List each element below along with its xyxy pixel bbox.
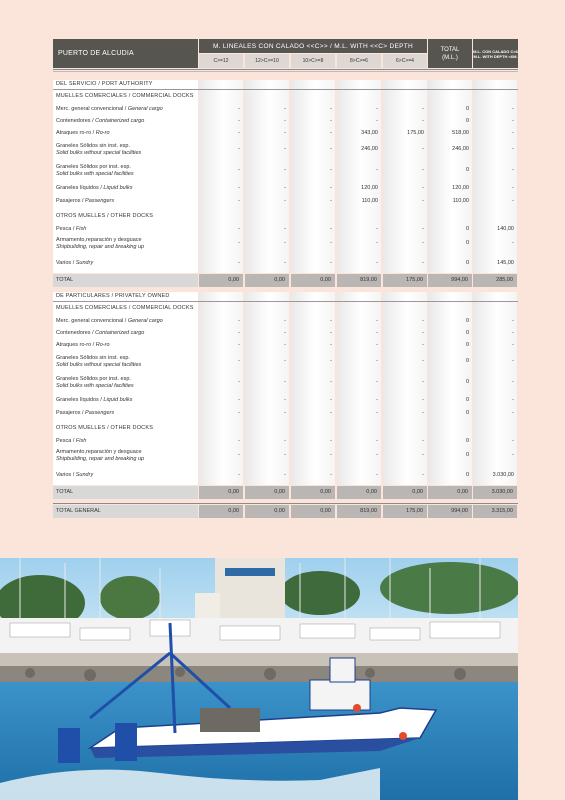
- section-port-authority: [53, 80, 518, 287]
- table-cell: 0: [465, 472, 469, 478]
- row-label: [56, 410, 196, 417]
- table-cell: -: [330, 167, 332, 173]
- total-label: TOTAL: [53, 486, 198, 499]
- table-cell: -: [376, 226, 378, 232]
- row-label-es: Pesca /: [56, 438, 76, 444]
- table-cell: -: [330, 106, 332, 112]
- grand-total-value: 3.315,00: [473, 505, 517, 518]
- table-cell: 0: [465, 226, 469, 232]
- table-cell: 0: [465, 342, 469, 348]
- table-cell: -: [512, 358, 514, 364]
- row-label-en: Liquid bulks: [103, 185, 133, 191]
- row-label-es: Pesca /: [56, 226, 76, 232]
- fishing-boat-image: [0, 558, 518, 800]
- table-cell: 0: [465, 167, 469, 173]
- table-cell: -: [238, 106, 240, 112]
- table-cell: 0: [465, 438, 469, 444]
- row-label-es: Merc. general convencional /: [56, 318, 128, 324]
- table-cell: -: [512, 410, 514, 416]
- row-label: [56, 438, 196, 445]
- grand-total-value: 0,00: [291, 505, 335, 518]
- total-value: 0,00: [383, 486, 427, 499]
- table-cell: -: [284, 198, 286, 204]
- table-cell: -: [330, 146, 332, 152]
- row-label-en: Sundry: [75, 472, 94, 478]
- row-label: [56, 342, 196, 349]
- row-label-en: General cargo: [127, 106, 163, 112]
- row-label: [56, 143, 196, 157]
- table-cell: -: [376, 358, 378, 364]
- row-label-es: Pasajeros /: [56, 410, 86, 416]
- total-value: 285,00: [473, 274, 517, 287]
- table-cell: -: [284, 167, 286, 173]
- table-cell: -: [284, 452, 286, 458]
- table-cell: 0: [465, 318, 469, 324]
- table-cell: -: [330, 226, 332, 232]
- table-cell: -: [284, 397, 286, 403]
- row-label-es: Graneles Sólidos sin inst. esp.: [56, 355, 130, 361]
- table-cell: -: [376, 342, 378, 348]
- row-label-es: Varios /: [56, 260, 76, 266]
- table-cell: -: [422, 330, 424, 336]
- section-privately-owned: [53, 292, 518, 499]
- table-cell: 0: [465, 397, 469, 403]
- table-cell: 120,00: [361, 185, 378, 191]
- row-label-en: Shipbuilding, repair and breaking up: [56, 456, 145, 462]
- table-cell: -: [512, 342, 514, 348]
- divider: [53, 503, 518, 504]
- table-cell: -: [238, 167, 240, 173]
- table-cell: 175,00: [407, 130, 424, 136]
- table-cell: -: [512, 318, 514, 324]
- row-label-es: Graneles Sólidos por inst. esp.: [56, 376, 131, 382]
- table-cell: -: [238, 410, 240, 416]
- table-cell: -: [284, 130, 286, 136]
- table-cell: -: [422, 452, 424, 458]
- row-label-es: Contenedores /: [56, 118, 96, 124]
- table-cell: -: [238, 318, 240, 324]
- table-cell: -: [330, 240, 332, 246]
- port-docks-table: [53, 39, 518, 514]
- total-value: 0,00: [245, 274, 289, 287]
- row-label-en: Ro-ro: [95, 130, 110, 136]
- row-label: [56, 397, 196, 404]
- total-value: 3.030,00: [473, 486, 517, 499]
- row-label-en: Fish: [75, 438, 87, 444]
- table-cell: -: [284, 358, 286, 364]
- total-value: 175,00: [383, 274, 427, 287]
- table-cell: -: [238, 452, 240, 458]
- section-title: DEL SERVICIO / PORT AUTHORITY: [56, 81, 153, 87]
- table-cell: -: [422, 397, 424, 403]
- total-label: TOTAL: [53, 274, 198, 287]
- table-cell: -: [284, 342, 286, 348]
- section-title: DE PARTICULARES / PRIVATELY OWNED: [56, 293, 170, 299]
- table-cell: -: [512, 118, 514, 124]
- table-cell: -: [512, 130, 514, 136]
- table-cell: -: [330, 330, 332, 336]
- table-cell: -: [238, 226, 240, 232]
- table-cell: -: [376, 106, 378, 112]
- group-heading: MUELLES COMERCIALES / COMMERCIAL DOCKS: [56, 305, 194, 311]
- table-cell: -: [376, 452, 378, 458]
- total-value: 0,00: [291, 486, 335, 499]
- table-cell: -: [376, 472, 378, 478]
- divider: [53, 301, 518, 302]
- table-cell: -: [238, 260, 240, 266]
- total-row: [53, 274, 518, 287]
- table-cell: -: [512, 198, 514, 204]
- table-cell: -: [330, 410, 332, 416]
- table-cell: -: [284, 472, 286, 478]
- row-label: [56, 130, 196, 137]
- table-cell: -: [422, 185, 424, 191]
- row-label-en: Solid bulks with special facilities: [56, 171, 134, 177]
- table-cell: -: [512, 397, 514, 403]
- row-label-es: Contenedores /: [56, 330, 96, 336]
- row-label-en: Solid bulks without special facilities: [56, 150, 142, 156]
- table-cell: 0: [465, 118, 469, 124]
- row-label-es: Pasajeros /: [56, 198, 86, 204]
- table-cell: -: [238, 342, 240, 348]
- table-cell: -: [376, 118, 378, 124]
- row-label-es: Graneles Sólidos sin inst. esp.: [56, 143, 130, 149]
- table-cell: -: [284, 379, 286, 385]
- table-cell: -: [512, 330, 514, 336]
- table-cell: -: [422, 379, 424, 385]
- table-cell: 120,00: [452, 185, 469, 191]
- table-cell: -: [238, 185, 240, 191]
- table-cell: -: [284, 240, 286, 246]
- table-cell: -: [238, 118, 240, 124]
- table-cell: -: [422, 240, 424, 246]
- table-cell: -: [284, 106, 286, 112]
- table-cell: -: [376, 167, 378, 173]
- table-cell: -: [512, 379, 514, 385]
- group-heading: OTROS MUELLES / OTHER DOCKS: [56, 425, 154, 431]
- table-cell: 246,00: [452, 146, 469, 152]
- table-cell: -: [238, 438, 240, 444]
- header-port: PUERTO DE ALCUDIA: [53, 39, 198, 68]
- table-cell: -: [330, 118, 332, 124]
- row-label-es: Atraques ro-ro /: [56, 342, 96, 348]
- table-cell: 0: [465, 358, 469, 364]
- table-cell: -: [376, 397, 378, 403]
- table-cell: -: [238, 146, 240, 152]
- table-cell: -: [284, 410, 286, 416]
- table-cell: -: [422, 198, 424, 204]
- table-cell: -: [512, 452, 514, 458]
- row-label-es: Varios /: [56, 472, 76, 478]
- row-label-es: Armamento,reparación y desguace: [56, 449, 142, 455]
- row-label: [56, 164, 196, 178]
- table-cell: -: [512, 146, 514, 152]
- table-cell: -: [284, 260, 286, 266]
- table-cell: -: [330, 318, 332, 324]
- table-cell: -: [376, 330, 378, 336]
- row-label-es: Graneles líquidos /: [56, 397, 104, 403]
- header-linear-meters: M. LINEALES CON CALADO <<C>> / M.L. WITH <<C> DEPTH: [199, 39, 427, 53]
- row-label-en: Passengers: [85, 198, 115, 204]
- total-value: 0,00: [291, 274, 335, 287]
- header-total-label: TOTAL: [440, 46, 460, 53]
- table-cell: -: [376, 318, 378, 324]
- total-value: 0,00: [199, 274, 243, 287]
- header-depth-col: C>=12: [199, 54, 243, 68]
- total-value: 0,00: [199, 486, 243, 499]
- total-value: 0,00: [245, 486, 289, 499]
- table-cell: -: [512, 167, 514, 173]
- table-cell: -: [422, 146, 424, 152]
- table-cell: -: [422, 472, 424, 478]
- row-label: [56, 449, 196, 463]
- table-cell: -: [422, 342, 424, 348]
- header-depth-col: 12>C>=10: [245, 54, 289, 68]
- table-cell: -: [330, 260, 332, 266]
- table-cell: -: [284, 318, 286, 324]
- table-cell: -: [376, 240, 378, 246]
- row-label-es: Graneles líquidos /: [56, 185, 104, 191]
- table-cell: -: [238, 397, 240, 403]
- table-cell: -: [422, 318, 424, 324]
- row-label-en: Solid bulks with special facilities: [56, 383, 134, 389]
- table-cell: -: [238, 358, 240, 364]
- grand-total-value: 819,00: [337, 505, 381, 518]
- table-cell: -: [284, 438, 286, 444]
- grand-total-value: 994,00: [428, 505, 472, 518]
- table-cell: -: [422, 438, 424, 444]
- row-label-es: Graneles Sólidos por inst. esp.: [56, 164, 131, 170]
- total-value: 994,00: [428, 274, 472, 287]
- grand-total-value: 175,00: [383, 505, 427, 518]
- table-cell: -: [238, 472, 240, 478]
- row-label: [56, 472, 196, 479]
- table-cell: -: [422, 358, 424, 364]
- row-label: [56, 198, 196, 205]
- table-cell: -: [284, 226, 286, 232]
- table-cell: -: [512, 106, 514, 112]
- table-cell: 3.030,00: [492, 472, 514, 478]
- table-cell: -: [284, 330, 286, 336]
- table-cell: -: [422, 410, 424, 416]
- table-cell: -: [330, 358, 332, 364]
- row-label-en: Containerized cargo: [95, 330, 145, 336]
- table-cell: 110,00: [452, 198, 469, 204]
- table-cell: 0: [465, 452, 469, 458]
- table-cell: -: [422, 106, 424, 112]
- grand-total-row: [53, 505, 518, 518]
- table-cell: -: [376, 438, 378, 444]
- grand-total-value: 0,00: [199, 505, 243, 518]
- table-cell: -: [376, 410, 378, 416]
- header-depth-col: 8>C>=6: [337, 54, 381, 68]
- row-label: [56, 330, 196, 337]
- table-cell: 343,00: [361, 130, 378, 136]
- table-cell: -: [330, 452, 332, 458]
- row-label: [56, 237, 196, 251]
- row-label: [56, 118, 196, 125]
- table-cell: -: [512, 438, 514, 444]
- table-cell: -: [512, 240, 514, 246]
- divider: [53, 69, 518, 70]
- table-cell: 0: [465, 106, 469, 112]
- table-cell: -: [422, 118, 424, 124]
- row-label-en: General cargo: [127, 318, 163, 324]
- group-heading: OTROS MUELLES / OTHER DOCKS: [56, 213, 154, 219]
- table-cell: 140,00: [497, 226, 514, 232]
- row-label-en: Containerized cargo: [95, 118, 145, 124]
- table-cell: -: [238, 379, 240, 385]
- table-cell: -: [284, 118, 286, 124]
- table-cell: -: [238, 198, 240, 204]
- grand-total-value: 0,00: [245, 505, 289, 518]
- row-label-en: Passengers: [85, 410, 115, 416]
- row-label: [56, 106, 196, 113]
- total-value: 0,00: [428, 486, 472, 499]
- table-cell: 0: [465, 330, 469, 336]
- header-total-unit: (M.L.): [442, 54, 458, 61]
- row-label-en: Fish: [75, 226, 87, 232]
- table-cell: -: [512, 185, 514, 191]
- total-value: 819,00: [337, 274, 381, 287]
- header-shallow-meters: M.L. CON CALADO C<6 M.L. WITH DEPTH <6M.: [473, 39, 518, 68]
- table-cell: 0: [465, 260, 469, 266]
- table-cell: -: [284, 146, 286, 152]
- table-cell: -: [422, 167, 424, 173]
- table-cell: -: [330, 185, 332, 191]
- row-label-en: Sundry: [75, 260, 94, 266]
- table-cell: -: [284, 185, 286, 191]
- row-label: [56, 226, 196, 233]
- row-label: [56, 318, 196, 325]
- table-cell: -: [376, 260, 378, 266]
- row-label: [56, 376, 196, 390]
- table-cell: -: [330, 198, 332, 204]
- table-cell: 518,00: [452, 130, 469, 136]
- row-label: [56, 355, 196, 369]
- table-cell: -: [330, 130, 332, 136]
- header-total: [428, 39, 472, 68]
- row-label: [56, 260, 196, 267]
- row-label: [56, 185, 196, 192]
- row-label-es: Armamento,reparación y desguace: [56, 237, 142, 243]
- table-cell: -: [422, 226, 424, 232]
- row-label-en: Liquid bulks: [103, 397, 133, 403]
- table-cell: 0: [465, 410, 469, 416]
- table-cell: -: [238, 240, 240, 246]
- row-label-en: Ro-ro: [95, 342, 110, 348]
- header-depth-col: 10>C>=8: [291, 54, 335, 68]
- table-cell: -: [330, 342, 332, 348]
- harbour-photo: [0, 558, 518, 800]
- table-cell: 246,00: [361, 146, 378, 152]
- table-cell: -: [238, 130, 240, 136]
- table-cell: 110,00: [361, 198, 378, 204]
- table-cell: -: [422, 260, 424, 266]
- group-heading: MUELLES COMERCIALES / COMMERCIAL DOCKS: [56, 93, 194, 99]
- row-label-es: Atraques ro-ro /: [56, 130, 96, 136]
- table-cell: 145,00: [497, 260, 514, 266]
- grand-total-label: TOTAL GENERAL: [53, 505, 198, 518]
- table-cell: 0: [465, 379, 469, 385]
- table-header: [53, 39, 518, 68]
- table-cell: -: [330, 438, 332, 444]
- table-cell: -: [330, 397, 332, 403]
- total-row: [53, 486, 518, 499]
- divider: [53, 71, 518, 72]
- table-cell: 0: [465, 240, 469, 246]
- row-label-en: Solid bulks without special facilities: [56, 362, 142, 368]
- total-value: 0,00: [337, 486, 381, 499]
- divider: [53, 89, 518, 90]
- header-depth-col: 6>C>=4: [383, 54, 427, 68]
- table-cell: -: [330, 379, 332, 385]
- table-cell: -: [330, 472, 332, 478]
- table-cell: -: [238, 330, 240, 336]
- row-label-en: Shipbuilding, repair and breaking up: [56, 244, 145, 250]
- row-label-es: Merc. general convencional /: [56, 106, 128, 112]
- table-cell: -: [376, 379, 378, 385]
